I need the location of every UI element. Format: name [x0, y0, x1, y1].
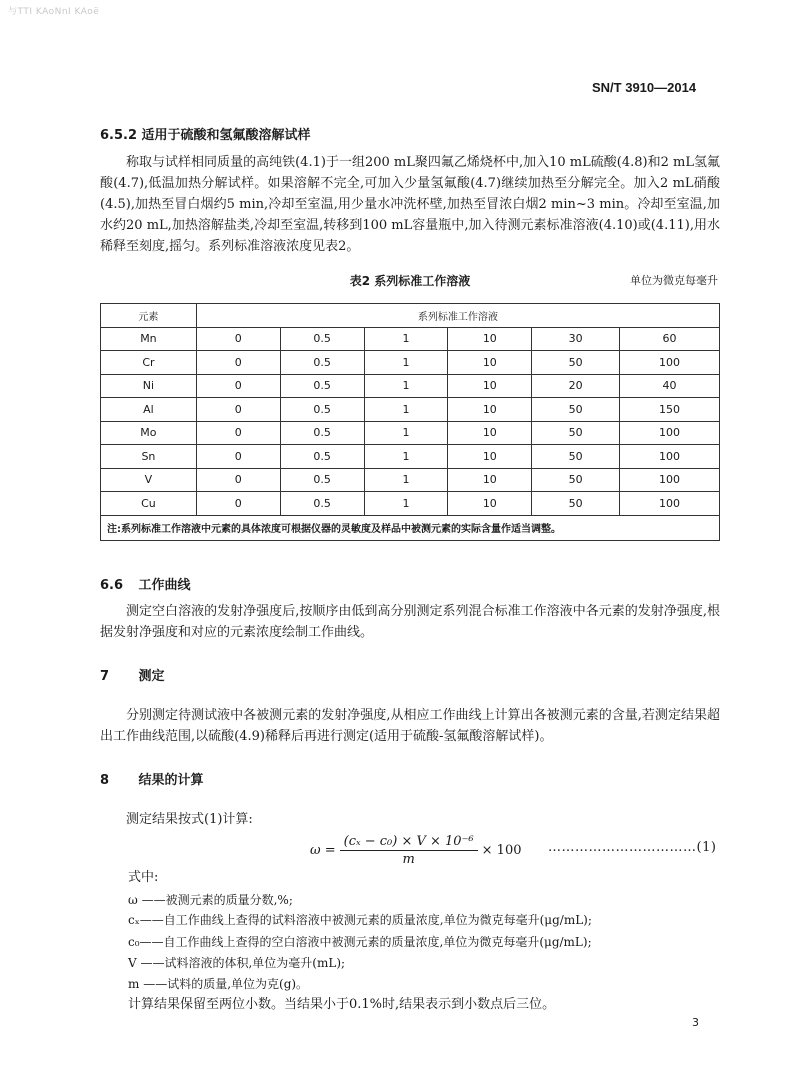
concentration-cell: 0.5 — [280, 327, 364, 351]
equation-number: ……………………………(1) — [548, 840, 717, 855]
concentration-cell: 0 — [196, 327, 280, 351]
section-7-paragraph: 分别测定待测试液中各被测元素的发射净强度,从相应工作曲线上计算出各被测元素的含量,若测定结果超出工作曲线范围,以硫酸(4.9)稀释后再进行测定(适用于硫酸-氢氟酸溶解试样)。 — [100, 708, 720, 744]
concentration-cell: 10 — [448, 445, 532, 469]
concentration-cell: 60 — [620, 327, 720, 351]
table-row — [101, 374, 720, 398]
table-row — [101, 421, 720, 445]
concentration-cell: 1 — [364, 492, 448, 516]
concentration-cell: 1 — [364, 421, 448, 445]
concentration-cell: 10 — [448, 327, 532, 351]
concentration-cell: 0.5 — [280, 468, 364, 492]
element-cell: Mo — [101, 421, 197, 445]
table-row — [101, 327, 720, 351]
concentration-cell: 10 — [448, 351, 532, 375]
concentration-cell: 30 — [532, 327, 620, 351]
page-number: 3 — [692, 1016, 699, 1029]
concentration-cell: 0.5 — [280, 374, 364, 398]
table-unit: 单位为微克每毫升 — [630, 274, 718, 287]
section-heading-66 — [100, 574, 191, 593]
table-row — [101, 398, 720, 422]
concentration-cell: 1 — [364, 468, 448, 492]
concentration-cell: 1 — [364, 327, 448, 351]
concentration-cell: 0 — [196, 398, 280, 422]
concentration-cell: 100 — [620, 492, 720, 516]
definition-line: ω ——被测元素的质量分数,%; — [128, 893, 293, 907]
table-row — [101, 351, 720, 375]
table-note: 注:系列标准工作溶液中元素的具体浓度可根据仪器的灵敏度及样品中被测元素的实际含量作适当调整。 — [101, 515, 720, 540]
definition-line: cₓ——自工作曲线上查得的试料溶液中被测元素的质量浓度,单位为微克每毫升(μg/mL); — [128, 913, 592, 927]
section-heading-7 — [100, 665, 165, 684]
concentration-cell: 40 — [620, 374, 720, 398]
element-cell: Sn — [101, 445, 197, 469]
section-number: 6.6 — [100, 578, 124, 593]
concentration-cell: 50 — [532, 398, 620, 422]
definition-line: V ——试料溶液的体积,单位为毫升(mL); — [128, 956, 346, 970]
definition-line: m ——试料的质量,单位为克(g)。 — [128, 977, 309, 991]
element-cell: Mn — [101, 327, 197, 351]
concentration-cell: 50 — [532, 421, 620, 445]
section-title: 工作曲线 — [138, 578, 191, 593]
table-row — [101, 468, 720, 492]
formula-numerator: (cₓ − c₀) × V × 10⁻⁶ — [340, 834, 478, 851]
concentration-cell: 0.5 — [280, 398, 364, 422]
section-title: 结果的计算 — [138, 773, 204, 788]
concentration-cell: 1 — [364, 398, 448, 422]
table-caption — [100, 272, 720, 290]
formula-fraction — [340, 834, 478, 867]
concentration-cell: 10 — [448, 421, 532, 445]
section-number: 7 — [100, 669, 110, 684]
table-header-row — [101, 304, 720, 328]
element-cell: V — [101, 468, 197, 492]
element-cell: Ni — [101, 374, 197, 398]
section-652-paragraph: 称取与试样相同质量的高纯铁(4.1)于一组200 mL聚四氟乙烯烧杯中,加入10 mL硫酸(4.8)和2 mL氢氟酸(4.7),低温加热分解试样。如果溶解不完全,可加入少量氢氟酸(4.7)继续加热至分解完全。加入2 mL硝酸(4.5),加热至冒白烟约5 min,冷却至室温,用少量水冲洗杯壁,加热至冒浓白烟2 min~3 min。冷却至室温,加水约20 mL,加热溶解盐类,冷却至室温,转移到100 mL容量瓶中,加入待测元素标准溶液(4.10)或(4.11),用水稀释至刻度,摇匀。系列标准溶液浓度见表2。 — [100, 155, 720, 254]
element-cell: Cr — [101, 351, 197, 375]
concentration-cell: 10 — [448, 398, 532, 422]
section-number: 8 — [100, 773, 110, 788]
concentration-cell: 0 — [196, 421, 280, 445]
table-header-series: 系列标准工作溶液 — [196, 304, 719, 328]
concentration-cell: 100 — [620, 445, 720, 469]
concentration-cell: 50 — [532, 351, 620, 375]
formula-lhs: ω = — [310, 843, 336, 858]
result-formula — [310, 834, 522, 867]
section-title: 适用于硫酸和氢氟酸溶解试样 — [141, 128, 311, 143]
concentration-cell: 10 — [448, 374, 532, 398]
concentration-cell: 50 — [532, 468, 620, 492]
concentration-cell: 150 — [620, 398, 720, 422]
formula-intro: 测定结果按式(1)计算: — [126, 812, 253, 827]
concentration-cell: 1 — [364, 351, 448, 375]
concentration-cell: 0.5 — [280, 351, 364, 375]
section-heading-652 — [100, 124, 311, 143]
standard-solution-table — [100, 303, 720, 541]
formula-denominator: m — [402, 852, 415, 867]
element-cell: Al — [101, 398, 197, 422]
concentration-cell: 0 — [196, 468, 280, 492]
concentration-cell: 0.5 — [280, 421, 364, 445]
table-title: 表2 系列标准工作溶液 — [349, 274, 471, 288]
concentration-cell: 0 — [196, 492, 280, 516]
concentration-cell: 0 — [196, 351, 280, 375]
concentration-cell: 1 — [364, 374, 448, 398]
formula-tail: × 100 — [481, 843, 522, 858]
concentration-cell: 50 — [532, 492, 620, 516]
concentration-cell: 0 — [196, 445, 280, 469]
concentration-cell: 0.5 — [280, 445, 364, 469]
table-row — [101, 492, 720, 516]
where-label: 式中: — [128, 870, 159, 885]
definition-line: c₀——自工作曲线上查得的空白溶液中被测元素的质量浓度,单位为微克每毫升(μg/mL); — [128, 935, 592, 949]
table-note-row — [101, 515, 720, 540]
table-row — [101, 445, 720, 469]
concentration-cell: 10 — [448, 468, 532, 492]
concentration-cell: 1 — [364, 445, 448, 469]
element-cell: Cu — [101, 492, 197, 516]
section-title: 测定 — [138, 669, 165, 684]
section-heading-8 — [100, 769, 204, 788]
standard-code: SN/T 3910—2014 — [592, 80, 697, 95]
concentration-cell: 20 — [532, 374, 620, 398]
section-number: 6.5.2 — [100, 128, 138, 143]
concentration-cell: 10 — [448, 492, 532, 516]
rounding-note: 计算结果保留至两位小数。当结果小于0.1%时,结果表示到小数点后三位。 — [128, 997, 556, 1012]
watermark-text: 与TTI KAoNnI KAoё — [8, 7, 100, 17]
section-66-paragraph: 测定空白溶液的发射净强度后,按顺序由低到高分别测定系列混合标准工作溶液中各元素的发射净强度,根据发射净强度和对应的元素浓度绘制工作曲线。 — [100, 604, 720, 640]
concentration-cell: 100 — [620, 421, 720, 445]
concentration-cell: 50 — [532, 445, 620, 469]
concentration-cell: 0 — [196, 374, 280, 398]
table-header-element: 元素 — [101, 304, 197, 328]
concentration-cell: 100 — [620, 468, 720, 492]
concentration-cell: 100 — [620, 351, 720, 375]
concentration-cell: 0.5 — [280, 492, 364, 516]
